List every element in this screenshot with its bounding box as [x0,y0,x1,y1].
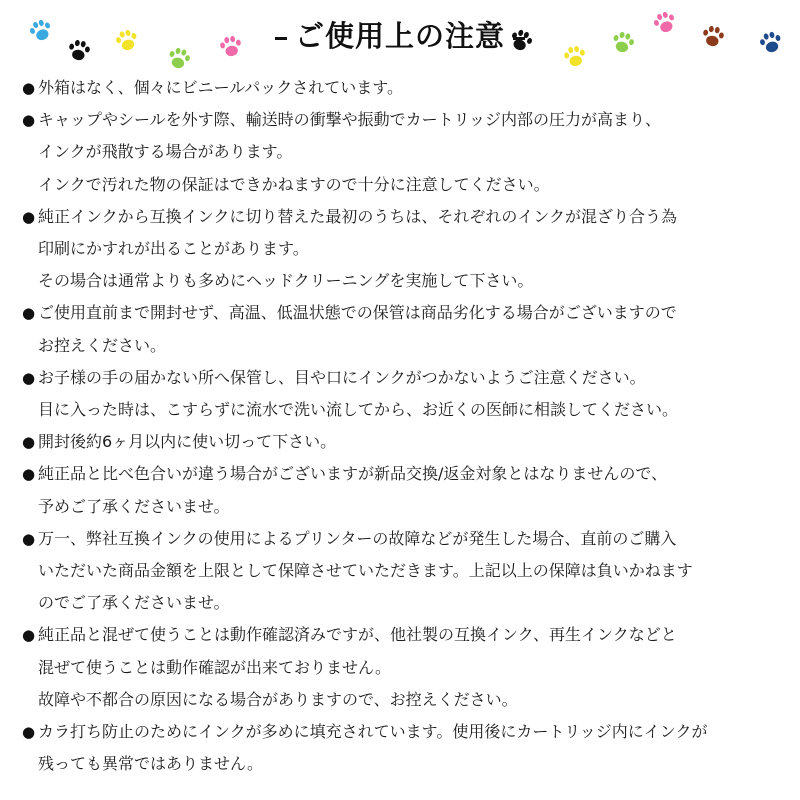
bullet-icon: ● [22,465,36,484]
title-wrap [0,14,800,55]
note-item [22,716,792,780]
bullet-icon: ● [22,626,36,645]
note-line: インクが飛散する場合があります。 [38,142,293,162]
title-dash-left [275,37,287,40]
bullet-icon: ● [22,111,36,130]
note-item [22,523,792,620]
note-item [22,104,792,201]
note-line: 故障や不都合の原因になる場合がありますので、お控えください。 [38,689,518,709]
note-line: 混ぜて使うことは動作確認が出来ておりません。 [38,657,391,677]
note-line: 予めご了承くださいませ。 [38,496,230,516]
note-item [22,619,792,716]
note-item [22,297,792,361]
note-line: お控えください。 [38,335,167,355]
bullet-icon: ● [22,723,36,742]
note-line: 万一、弊社互換インクの使用によるプリンターの故障などが発生した場合、直前のご購入 [38,528,677,548]
note-line: 外箱はなく、個々にビニールパックされています。 [38,78,403,97]
note-line: 純正インクから互換インクに切り替えた最初のうちは、それぞれのインクが混ざり合う為 [38,206,678,226]
bullet-icon: ● [22,304,36,323]
note-item [22,362,792,426]
bullet-icon: ● [22,207,36,226]
note-line: インクで汚れた物の保証はできかねますので十分に注意してください。 [38,174,550,194]
note-item [22,426,792,458]
title-text: ご使用上の注意 [294,19,505,53]
bullet-icon: ● [22,79,36,97]
bullet-icon: ● [22,368,36,387]
note-item [22,458,792,522]
note-line: 純正品と比べ色合いが違う場合がございますが新品交換/返金対象とはなりませんので、 [38,464,668,484]
title-dash-right [513,37,525,40]
bullet-icon: ● [22,529,36,548]
note-line: お子様の手の届かない所へ保管し、目や口にインクがつかないようご注意ください。 [38,367,646,387]
note-line: 印刷にかすれが出ることがあります。 [38,239,309,259]
note-line: キャップやシールを外す際、輸送時の衝撃や振動でカートリッジ内部の圧力が高まり、 [38,110,662,130]
note-line: 残っても異常ではありません。 [38,754,263,774]
note-line: カラ打ち防止のためにインクが多めに填充されています。使用後にカートリッジ内にインクが [38,722,708,742]
note-line: ご使用直前まで開封せず、高温、低温状態での保管は商品劣化する場合がございますので [38,303,677,323]
notes-list [22,72,792,780]
note-line: のでご了承くださいませ。 [38,593,230,613]
note-line: いただいた商品金額を上限として保障させていただきます。上記以上の保障は負いかねます [38,561,693,581]
note-line: 開封後約6ヶ月以内に使い切って下さい。 [38,432,337,452]
page-title [267,14,533,55]
note-item [22,72,792,104]
note-line: 純正品と混ぜて使うことは動作確認済みですが、他社製の互換インク、再生インクなどと [38,625,677,645]
bullet-icon: ● [22,433,36,452]
note-line: 目に入った時は、こすらずに流水で洗い流してから、お近くの医師に相談してください。 [38,400,679,420]
note-line: その場合は通常よりも多めにヘッドクリーニングを実施して下さい。 [38,271,534,291]
header [0,0,800,72]
note-item [22,201,792,298]
